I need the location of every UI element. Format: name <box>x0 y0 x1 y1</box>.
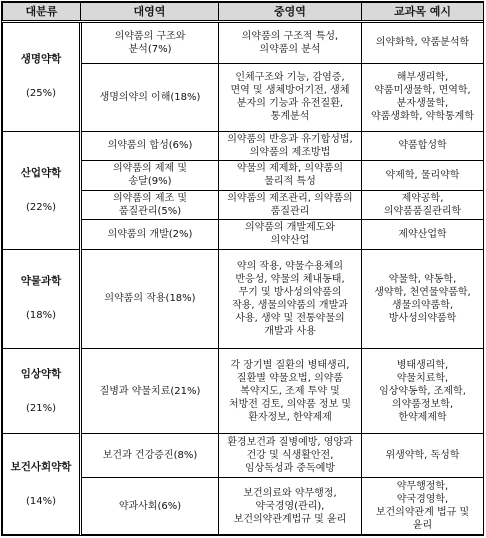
category-name: 생명약학 <box>20 53 62 66</box>
table-row <box>3 249 484 349</box>
course-cell: 약제학, 물리약학 <box>362 161 484 190</box>
mid-area-cell: 각 장기별 질환의 병태생리, 질환별 약물요법, 의약품 복약지도, 조제 투약 및 처방전 검토, 의약품 정보 및 환자정보, 한약제제 <box>219 349 362 434</box>
mid-area-cell: 의약품의 개발제도와 의약산업 <box>219 220 362 249</box>
course-cell: 약물학, 약동학, 생약학, 천연물약품학, 생물의약품학, 방사성의약품학 <box>362 249 484 349</box>
header-course-examples: 교과목 예시 <box>362 3 484 22</box>
mid-area-cell: 약의 작용, 약물수용체의 반응성, 약물의 체내동태, 무기 및 방사성의약품의 작용, 생물의약품의 개발과 사용, 생약 및 전통약물의 개발과 사용 <box>219 249 362 349</box>
area-cell: 생명의약의 이해(18%) <box>81 63 219 131</box>
curriculum-table <box>2 2 484 535</box>
course-cell: 약품합성학 <box>362 131 484 160</box>
category-cell <box>3 131 81 249</box>
mid-area-cell: 의약품의 반응과 유기합성법, 의약품의 제조방법 <box>219 131 362 160</box>
category-name: 산업약학 <box>20 166 62 179</box>
category-name: 보건사회약학 <box>10 460 72 473</box>
table-row <box>3 434 484 478</box>
header-major-area: 대영역 <box>81 3 219 22</box>
header-row <box>3 3 484 22</box>
mid-area-cell: 의약품의 제조관리, 의약품의 품질관리 <box>219 190 362 219</box>
category-percent: (18%) <box>25 310 57 322</box>
curriculum-table-frame <box>1 1 484 536</box>
area-cell: 약과사회(6%) <box>81 478 219 535</box>
table-row <box>3 22 484 64</box>
area-cell: 의약품의 제조 및 품질관리(5%) <box>81 190 219 219</box>
course-cell: 해부생리학, 약품미생물학, 면역학, 분자생물학, 약품생화학, 약학통계학 <box>362 63 484 131</box>
mid-area-cell: 환경보건과 질병예방, 영양과 건강 및 식생활안전, 임상독성과 중독예방 <box>219 434 362 478</box>
area-cell: 의약품의 제제 및 송달(9%) <box>81 161 219 190</box>
header-major-category: 대분류 <box>3 3 81 22</box>
mid-area-cell: 인체구조와 기능, 감염증, 면역 및 생체방어기전, 생체 분자의 기능과 유전질환, 통계분석 <box>219 63 362 131</box>
category-percent: (14%) <box>25 495 57 507</box>
mid-area-cell: 보건의료와 약무행정, 약국경영(관리), 보건의약관계법규 및 윤리 <box>219 478 362 535</box>
header-middle-area: 중영역 <box>219 3 362 22</box>
course-cell: 제약공학, 의약품품질관리학 <box>362 190 484 219</box>
category-cell <box>3 249 81 349</box>
course-cell: 의약화학, 약품분석학 <box>362 22 484 64</box>
course-cell: 위생약학, 독성학 <box>362 434 484 478</box>
mid-area-cell: 의약품의 구조적 특성, 의약품의 분석 <box>219 22 362 64</box>
course-cell: 약무행정학, 약국경영학, 보건의약관계 법규 및 윤리 <box>362 478 484 535</box>
category-name: 임상약학 <box>20 367 62 380</box>
category-name: 약물과학 <box>20 275 62 288</box>
course-cell: 병태생리학, 약물치료학, 임상약동학, 조제학, 의약품정보학, 한약제제학 <box>362 349 484 434</box>
area-cell: 의약품의 구조와 분석(7%) <box>81 22 219 64</box>
area-cell: 의약품의 작용(18%) <box>81 249 219 349</box>
category-cell <box>3 22 81 132</box>
area-cell: 의약품의 개발(2%) <box>81 220 219 249</box>
category-percent: (21%) <box>25 402 57 414</box>
category-cell <box>3 434 81 535</box>
area-cell: 의약품의 합성(6%) <box>81 131 219 160</box>
table-row <box>3 349 484 434</box>
category-cell <box>3 349 81 434</box>
mid-area-cell: 약물의 제제화, 의약품의 물리적 특성 <box>219 161 362 190</box>
category-percent: (25%) <box>25 88 57 100</box>
category-percent: (22%) <box>25 201 57 213</box>
area-cell: 보건과 건강증진(8%) <box>81 434 219 478</box>
table-row <box>3 131 484 160</box>
area-cell: 질병과 약물치료(21%) <box>81 349 219 434</box>
course-cell: 제약산업학 <box>362 220 484 249</box>
